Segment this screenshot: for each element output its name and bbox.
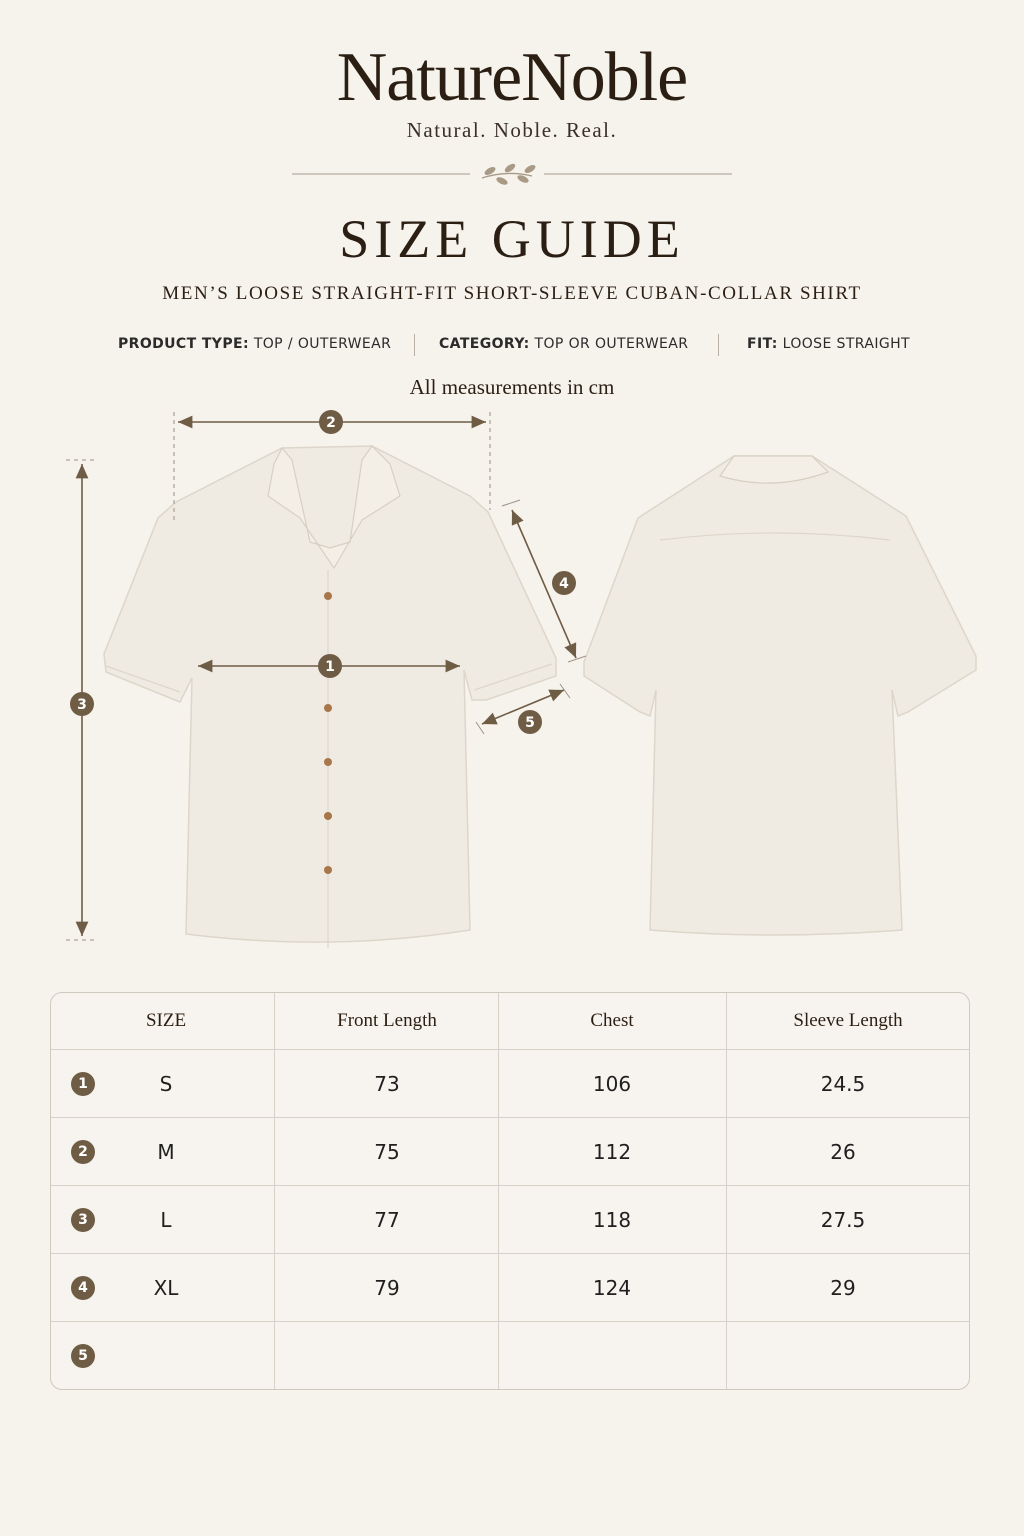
front-shirt-illustration bbox=[104, 446, 556, 948]
svg-text:5: 5 bbox=[525, 715, 535, 731]
product-subtitle: MEN’S LOOSE STRAIGHT-FIT SHORT-SLEEVE CUBAN-COLLAR SHIRT bbox=[162, 283, 862, 304]
meta-fit bbox=[747, 336, 910, 352]
marker-1 bbox=[318, 654, 342, 678]
cell-front-length: 77 bbox=[374, 1207, 400, 1232]
leaf-divider bbox=[290, 160, 734, 190]
row-marker: 5 bbox=[71, 1344, 95, 1368]
cell-size bbox=[51, 1322, 281, 1390]
meta-category bbox=[439, 336, 688, 352]
svg-text:3: 3 bbox=[77, 697, 87, 713]
table-row bbox=[51, 1321, 969, 1390]
cell-size: M bbox=[157, 1139, 175, 1164]
header-chest: Chest bbox=[590, 1010, 634, 1031]
marker-3 bbox=[70, 692, 94, 716]
cell-sleeve-length: 27.5 bbox=[820, 1207, 866, 1232]
marker-4 bbox=[552, 571, 576, 595]
svg-text:1: 1 bbox=[325, 659, 335, 675]
product-meta bbox=[0, 336, 1024, 356]
cell-front-length bbox=[275, 1322, 499, 1390]
table-row bbox=[51, 1049, 969, 1117]
cell-chest: 118 bbox=[592, 1207, 632, 1232]
meta-product-type bbox=[118, 336, 391, 352]
cell-sleeve-length: 29 bbox=[830, 1275, 856, 1300]
page-title: SIZE GUIDE bbox=[339, 209, 685, 269]
svg-text:2: 2 bbox=[326, 415, 336, 431]
back-shirt-illustration bbox=[584, 456, 976, 935]
row-marker: 1 bbox=[71, 1072, 95, 1096]
svg-text:4: 4 bbox=[559, 576, 569, 592]
header-sleeve-length: Sleeve Length bbox=[793, 1010, 903, 1031]
row-marker: 3 bbox=[71, 1208, 95, 1232]
meta-key: CATEGORY: bbox=[439, 336, 530, 352]
cell-sleeve-length: 26 bbox=[830, 1139, 856, 1164]
table-row bbox=[51, 1253, 969, 1321]
measurement-diagram bbox=[0, 400, 1024, 960]
leaf-icon bbox=[482, 162, 537, 186]
units-note: All measurements in cm bbox=[409, 375, 615, 399]
meta-key: FIT: bbox=[747, 336, 778, 352]
cell-size: L bbox=[160, 1207, 172, 1232]
cell-chest: 112 bbox=[592, 1139, 632, 1164]
table-header-row bbox=[51, 993, 969, 1049]
cell-chest: 106 bbox=[592, 1071, 632, 1096]
marker-5 bbox=[518, 710, 542, 734]
cell-sleeve-length: 24.5 bbox=[820, 1071, 866, 1096]
header-size: SIZE bbox=[145, 1010, 187, 1031]
row-marker: 2 bbox=[71, 1140, 95, 1164]
cell-front-length: 73 bbox=[374, 1071, 400, 1096]
table-row bbox=[51, 1185, 969, 1253]
cell-chest: 124 bbox=[592, 1275, 632, 1300]
meta-value: LOOSE STRAIGHT bbox=[782, 336, 910, 352]
cell-size: XL bbox=[153, 1275, 179, 1300]
cell-chest bbox=[499, 1322, 725, 1390]
brand-name: NatureNoble bbox=[336, 39, 688, 116]
meta-value: TOP / OUTERWEAR bbox=[253, 336, 392, 352]
brand-tagline: Natural. Noble. Real. bbox=[406, 118, 618, 142]
row-marker: 4 bbox=[71, 1276, 95, 1300]
header-front-length: Front Length bbox=[337, 1010, 437, 1031]
marker-2 bbox=[319, 410, 343, 434]
meta-key: PRODUCT TYPE: bbox=[118, 336, 249, 352]
cell-front-length: 75 bbox=[374, 1139, 400, 1164]
meta-value: TOP OR OUTERWEAR bbox=[534, 336, 689, 352]
cell-size: S bbox=[159, 1071, 173, 1096]
size-table bbox=[50, 992, 970, 1390]
cell-front-length: 79 bbox=[374, 1275, 400, 1300]
cell-sleeve-length bbox=[727, 1322, 959, 1390]
table-row bbox=[51, 1117, 969, 1185]
